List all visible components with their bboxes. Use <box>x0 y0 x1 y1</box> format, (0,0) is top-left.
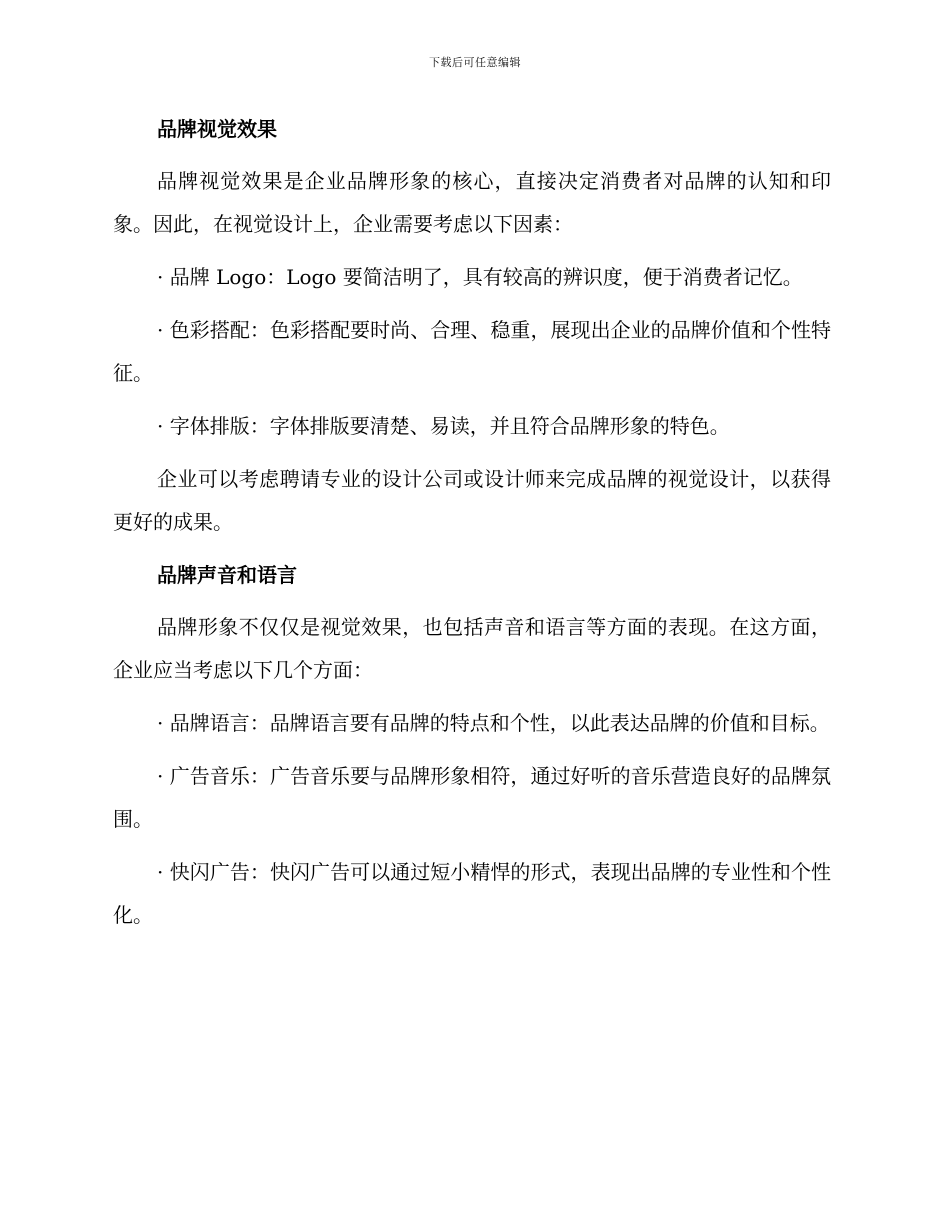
bullet-item-music: · 广告音乐：广告音乐要与品牌形象相符，通过好听的音乐营造良好的品牌氛围。 <box>113 764 831 831</box>
bullet-item-typography: · 字体排版：字体排版要清楚、易读，并且符合品牌形象的特色。 <box>157 414 730 438</box>
bullet-item-logo: · 品牌 Logo：Logo 要简洁明了，具有较高的辨识度，便于消费者记忆。 <box>157 265 803 289</box>
section-heading-visual: 品牌视觉效果 <box>157 117 277 141</box>
bullet-item-color: · 色彩搭配：色彩搭配要时尚、合理、稳重，展现出企业的品牌价值和个性特征。 <box>113 318 831 385</box>
paragraph: 品牌视觉效果是企业品牌形象的核心，直接决定消费者对品牌的认知和印象。因此，在视觉设计上，企业需要考虑以下因素： <box>113 169 831 236</box>
bullet-item-language: · 品牌语言：品牌语言要有品牌的特点和个性，以此表达品牌的价值和目标。 <box>157 711 830 735</box>
paragraph: 品牌形象不仅仅是视觉效果，也包括声音和语言等方面的表现。在这方面，企业应当考虑以下几个方面： <box>113 615 831 682</box>
section-heading-voice: 品牌声音和语言 <box>157 563 297 587</box>
paragraph: 企业可以考虑聘请专业的设计公司或设计师来完成品牌的视觉设计，以获得更好的成果。 <box>113 467 831 534</box>
page-header: 下载后可任意编辑 <box>429 56 521 69</box>
bullet-item-flash-ads: · 快闪广告：快闪广告可以通过短小精悍的形式，表现出品牌的专业性和个性化。 <box>113 860 831 927</box>
document-body <box>113 108 831 947</box>
